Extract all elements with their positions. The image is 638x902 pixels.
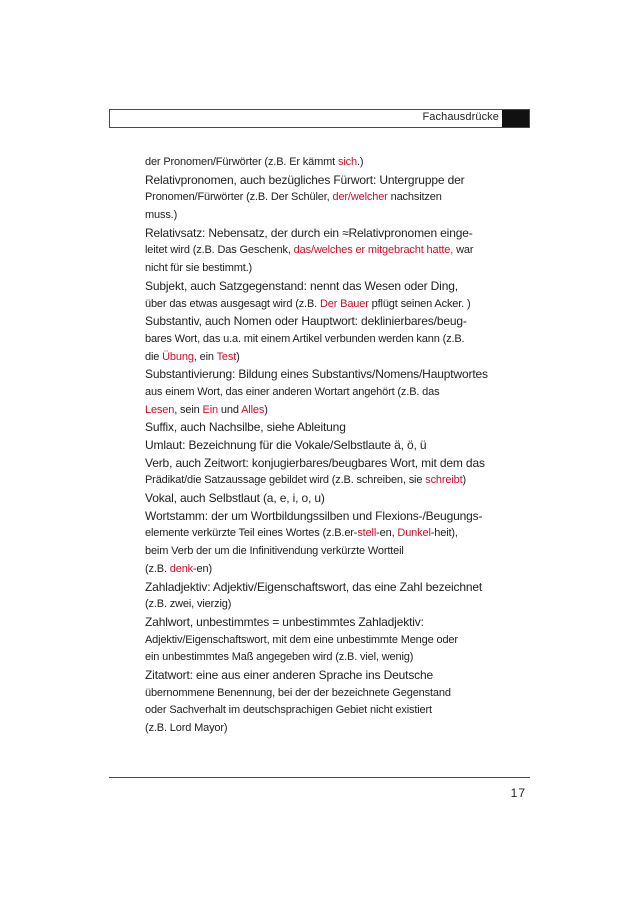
text-line xyxy=(145,313,495,331)
text-line xyxy=(145,685,495,703)
text-segment: ein unbestimmtes Maß angegeben wird (z.B. viel, wenig) xyxy=(145,651,414,664)
text-line xyxy=(145,667,495,685)
text-segment: Zahladjektiv: Adjektiv/Eigenschaftswort, das eine Zahl bezeichnet xyxy=(145,579,483,594)
text-line xyxy=(145,490,495,508)
text-segment: die xyxy=(145,350,163,363)
text-segment: elemente verkürzte Teil eines Wortes (z.B.er- xyxy=(145,527,358,540)
text-segment: ) xyxy=(236,350,240,363)
text-segment: (z.B. zwei, vierzig) xyxy=(145,598,232,611)
text-segment: pflügt seinen Acker. ) xyxy=(368,297,471,310)
text-line xyxy=(145,242,495,260)
text-line xyxy=(145,207,495,225)
highlighted-example: Alles xyxy=(241,403,265,416)
text-segment: Umlaut: Bezeichnung für die Vokale/Selbstlaute ä, ö, ü xyxy=(145,438,427,452)
text-segment: und xyxy=(218,403,242,416)
text-line xyxy=(145,596,495,614)
text-segment: über das etwas ausgesagt wird (z.B. xyxy=(145,297,320,310)
text-line xyxy=(145,419,495,437)
highlighted-example: das/welches er mitgebracht hatte, xyxy=(293,244,454,257)
text-segment: oder Sachverhalt im deutschsprachigen Gebiet nicht existiert xyxy=(145,704,432,717)
text-line xyxy=(145,260,495,278)
highlighted-example: der/welcher xyxy=(332,191,388,204)
text-line xyxy=(145,349,495,367)
text-segment: (z.B. Lord Mayor) xyxy=(145,722,228,734)
text-segment: Subjekt, auch Satzgegenstand: nennt das Wesen oder Ding, xyxy=(145,278,458,293)
text-segment: aus einem Wort, das einer anderen Wortart angehört (z.B. das xyxy=(145,385,440,398)
text-line xyxy=(145,189,495,207)
text-segment: , ein xyxy=(193,350,217,363)
text-segment: war xyxy=(453,244,474,257)
running-header-title: Fachausdrücke xyxy=(422,111,499,123)
highlighted-example: Dunkel xyxy=(397,527,431,540)
text-segment: übernommene Benennung, bei der der bezeichnete Gegenstand xyxy=(145,686,451,699)
text-segment: -heit), xyxy=(430,527,458,540)
text-line xyxy=(145,402,495,420)
text-segment: , sein xyxy=(174,403,203,416)
text-segment: leitet wird (z.B. Das Geschenk, xyxy=(145,244,294,257)
text-line xyxy=(145,331,495,349)
text-segment: Suffix, auch Nachsilbe, siehe Ableitung xyxy=(145,420,346,435)
page-number: 17 xyxy=(510,786,526,800)
text-segment: nicht für sie bestimmt.) xyxy=(145,262,253,275)
text-segment: Verb, auch Zeitwort: konjugierbares/beugbares Wort, mit dem das xyxy=(145,455,485,470)
text-segment: Relativsatz: Nebensatz, der durch ein ≈Relativpronomen einge- xyxy=(145,225,473,240)
text-line xyxy=(145,455,495,473)
text-line xyxy=(145,278,495,296)
text-line xyxy=(145,366,495,384)
text-segment: beim Verb der um die Infinitivendung verkürzte Wortteil xyxy=(145,545,404,558)
text-line xyxy=(145,720,495,738)
text-segment: Zitatwort: eine aus einer anderen Sprache ins Deutsche xyxy=(145,667,434,682)
highlighted-example: schreibt xyxy=(425,474,463,487)
highlighted-example: stell xyxy=(357,527,377,540)
text-segment: Pronomen/Fürwörter (z.B. Der Schüler, xyxy=(145,191,333,204)
text-line xyxy=(145,525,495,543)
highlighted-example: Test xyxy=(216,350,237,363)
text-segment: Substantivierung: Bildung eines Substantivs/Nomens/Hauptwortes xyxy=(145,367,488,382)
text-line xyxy=(145,384,495,402)
footer-rule xyxy=(109,777,530,778)
text-segment: ) xyxy=(462,474,467,487)
text-segment: Adjektiv/Eigenschaftswort, mit dem eine unbestimmte Menge oder xyxy=(145,633,458,646)
highlighted-example: Ein xyxy=(202,403,218,416)
highlighted-example: denk xyxy=(169,562,194,575)
text-line xyxy=(145,614,495,632)
text-line xyxy=(145,225,495,243)
highlighted-example: Übung xyxy=(162,350,194,363)
text-line xyxy=(145,702,495,720)
text-line xyxy=(145,543,495,561)
text-segment: Prädikat/die Satzaussage gebildet wird (z.B. schreiben, sie xyxy=(145,474,426,487)
text-segment: (z.B. xyxy=(145,562,170,575)
text-line xyxy=(145,154,495,172)
highlighted-example: Lesen xyxy=(145,403,175,416)
highlighted-example: Der Bauer xyxy=(319,297,369,310)
text-line xyxy=(145,561,495,579)
text-segment: Wortstamm: der um Wortbildungssilben und Flexions-/Beugungs- xyxy=(145,508,483,523)
text-segment: .) xyxy=(356,156,364,168)
text-line xyxy=(145,296,495,314)
glossary-body xyxy=(145,154,495,738)
text-line xyxy=(145,632,495,650)
text-segment: bares Wort, das u.a. mit einem Artikel verbunden werden kann (z.B. xyxy=(145,332,465,345)
running-header xyxy=(109,109,530,128)
text-line xyxy=(145,579,495,597)
text-segment: Relativpronomen, auch bezügliches Fürwort: Untergruppe der xyxy=(145,172,465,187)
text-segment: der Pronomen/Fürwörter (z.B. Er kämmt xyxy=(145,156,338,168)
text-line xyxy=(145,649,495,667)
text-line xyxy=(145,172,495,190)
text-line xyxy=(145,437,495,455)
text-segment: Substantiv, auch Nomen oder Hauptwort: deklinierbares/beug- xyxy=(145,314,467,329)
text-segment: -en) xyxy=(193,562,213,575)
text-line xyxy=(145,508,495,526)
header-black-tab xyxy=(502,110,529,127)
text-segment: muss.) xyxy=(145,209,178,222)
text-line xyxy=(145,472,495,490)
text-segment: Zahlwort, unbestimmtes = unbestimmtes Zahladjektiv: xyxy=(145,614,424,629)
text-segment: -en, xyxy=(376,527,398,540)
highlighted-example: sich xyxy=(337,156,357,168)
text-segment: nachsitzen xyxy=(387,191,442,204)
text-segment: Vokal, auch Selbstlaut (a, e, i, o, u) xyxy=(145,491,325,506)
text-segment: ) xyxy=(264,403,268,416)
